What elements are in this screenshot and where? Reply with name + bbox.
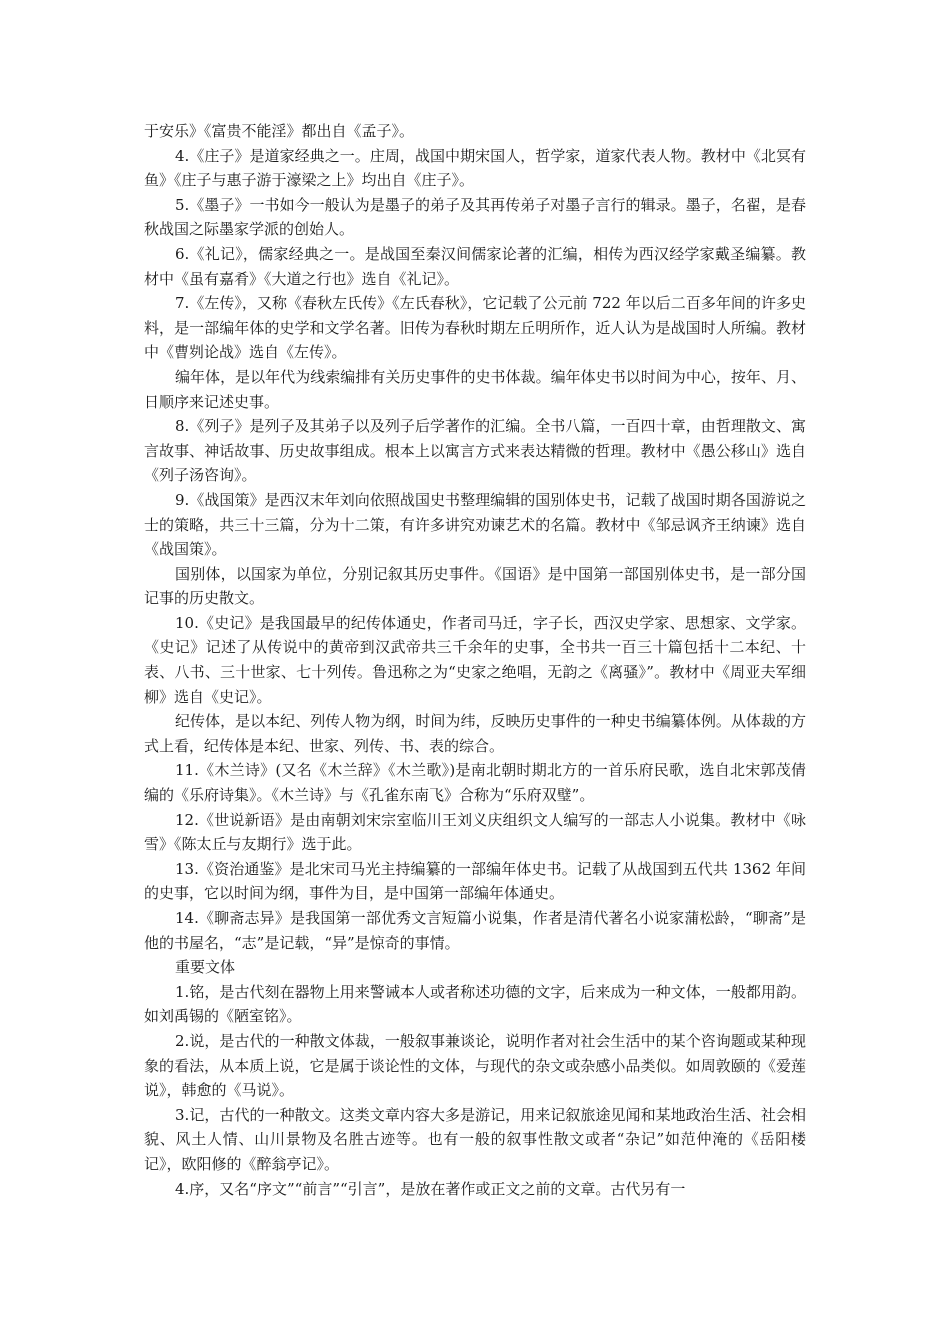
document-body bbox=[144, 119, 806, 1201]
paragraph-zhuangzi: 4.《庄子》是道家经典之一。庄周，战国中期宋国人，哲学家，道家代表人物。教材中《北冥有鱼》《庄子与惠子游于濠梁之上》均出自《庄子》。 bbox=[144, 146, 806, 190]
paragraph-liaozhaizhiyi: 14.《聊斋志异》是我国第一部优秀文言短篇小说集，作者是清代著名小说家蒲松龄，“聊斋”是他的书屋名，“志”是记载，“异”是惊奇的事情。 bbox=[144, 909, 806, 952]
paragraph-liezi: 8.《列子》是列子及其弟子以及列子后学著作的汇编。全书八篇，一百四十章，由哲理散文、寓言故事、神话故事、历史故事组成。根本上以寓言方式来表达精微的哲理。教材中《愚公移山》选自《列子汤咨询》。 bbox=[144, 417, 806, 485]
paragraph-biannianti: 编年体，是以年代为线索编排有关历史事件的史书体裁。编年体史书以时间为中心，按年、月、日顺序来记述史事。 bbox=[144, 367, 806, 411]
paragraph-mulanshi: 11.《木兰诗》(又名《木兰辞》《木兰歌》)是南北朝时期北方的一首乐府民歌，选自北宋郭茂倩编的《乐府诗集》。《木兰诗》与《孔雀东南飞》合称为“乐府双璧”。 bbox=[144, 761, 806, 805]
paragraph-zizhitongjian: 13.《资治通鉴》是北宋司马光主持编纂的一部编年体史书。记载了从战国到五代共 1362 年间的史事，它以时间为纲，事件为目，是中国第一部编年体通史。 bbox=[144, 859, 806, 903]
paragraph-ji: 3.记，古代的一种散文。这类文章内容大多是游记，用来记叙旅途见闻和某地政治生活、社会相貌、风土人情、山川景物及名胜古迹等。也有一般的叙事性散文或者“杂记”如范仲淹的《岳阳楼记》，欧阳修的《醉翁亭记》。 bbox=[144, 1105, 806, 1173]
paragraph-shiji: 10.《史记》是我国最早的纪传体通史，作者司马迁，字子长，西汉史学家、思想家、文学家。《史记》记述了从传说中的黄帝到汉武帝共三千余年的史事，全书共一百三十篇包括十二本纪、十表、八书、三十世家、七十列传。鲁迅称之为“史家之绝唱，无韵之《离骚》”。教材中《周亚夫军细柳》选自《史记》。 bbox=[144, 613, 806, 706]
paragraph-shuo: 2.说，是古代的一种散文体裁，一般叙事兼谈论，说明作者对社会生活中的某个咨询题或某种现象的看法，从本质上说，它是属于谈论性的文体，与现代的杂文或杂感小品类似。如周敦颐的《爱莲说》，韩愈的《马说》。 bbox=[144, 1031, 806, 1100]
paragraph-shishuoxinyu: 12.《世说新语》是由南朝刘宋宗室临川王刘义庆组织文人编写的一部志人小说集。教材中《咏雪》《陈太丘与友期行》选于此。 bbox=[144, 810, 806, 854]
paragraph-continuation: 于安乐》《富贵不能淫》都出自《孟子》。 bbox=[144, 122, 415, 140]
paragraph-zuozhuan: 7.《左传》，又称《春秋左氏传》《左氏春秋》，它记载了公元前 722 年以后二百多年间的许多史料，是一部编年体的史学和文学名著。旧传为春秋时期左丘明所作，近人认为是战国时人所编。教材中《曹刿论战》选自《左传》。 bbox=[144, 294, 806, 362]
paragraph-jizhuanti: 纪传体，是以本纪、列传人物为纲，时间为纬，反映历史事件的一种史书编纂体例。从体裁的方式上看，纪传体是本纪、世家、列传、书、表的综合。 bbox=[144, 712, 806, 755]
paragraph-mozi: 5.《墨子》一书如今一般认为是墨子的弟子及其再传弟子对墨子言行的辑录。墨子，名翟，是春秋战国之际墨家学派的创始人。 bbox=[144, 195, 806, 239]
paragraph-guobieti: 国别体，以国家为单位，分别记叙其历史事件。《国语》是中国第一部国别体史书，是一部分国记事的历史散文。 bbox=[144, 564, 806, 608]
paragraph-zhanguoce: 9.《战国策》是西汉末年刘向依照战国史书整理编辑的国别体史书，记载了战国时期各国游说之士的策略，共三十三篇，分为十二策，有许多讲究劝谏艺术的名篇。教材中《邹忌讽齐王纳谏》选自《战国策》。 bbox=[144, 490, 806, 559]
paragraph-xu: 4.序，又名“序文”“前言”“引言”，是放在著作或正文之前的文章。古代另有一 bbox=[175, 1179, 686, 1198]
section-heading: 重要文体 bbox=[175, 958, 236, 977]
paragraph-liji: 6.《礼记》，儒家经典之一。是战国至秦汉间儒家论著的汇编，相传为西汉经学家戴圣编纂。教材中《虽有嘉肴》《大道之行也》选自《礼记》。 bbox=[144, 244, 806, 288]
paragraph-ming: 1.铭，是古代刻在器物上用来警诫本人或者称述功德的文字，后来成为一种文体，一般都用韵。如刘禹锡的《陋室铭》。 bbox=[144, 982, 806, 1026]
